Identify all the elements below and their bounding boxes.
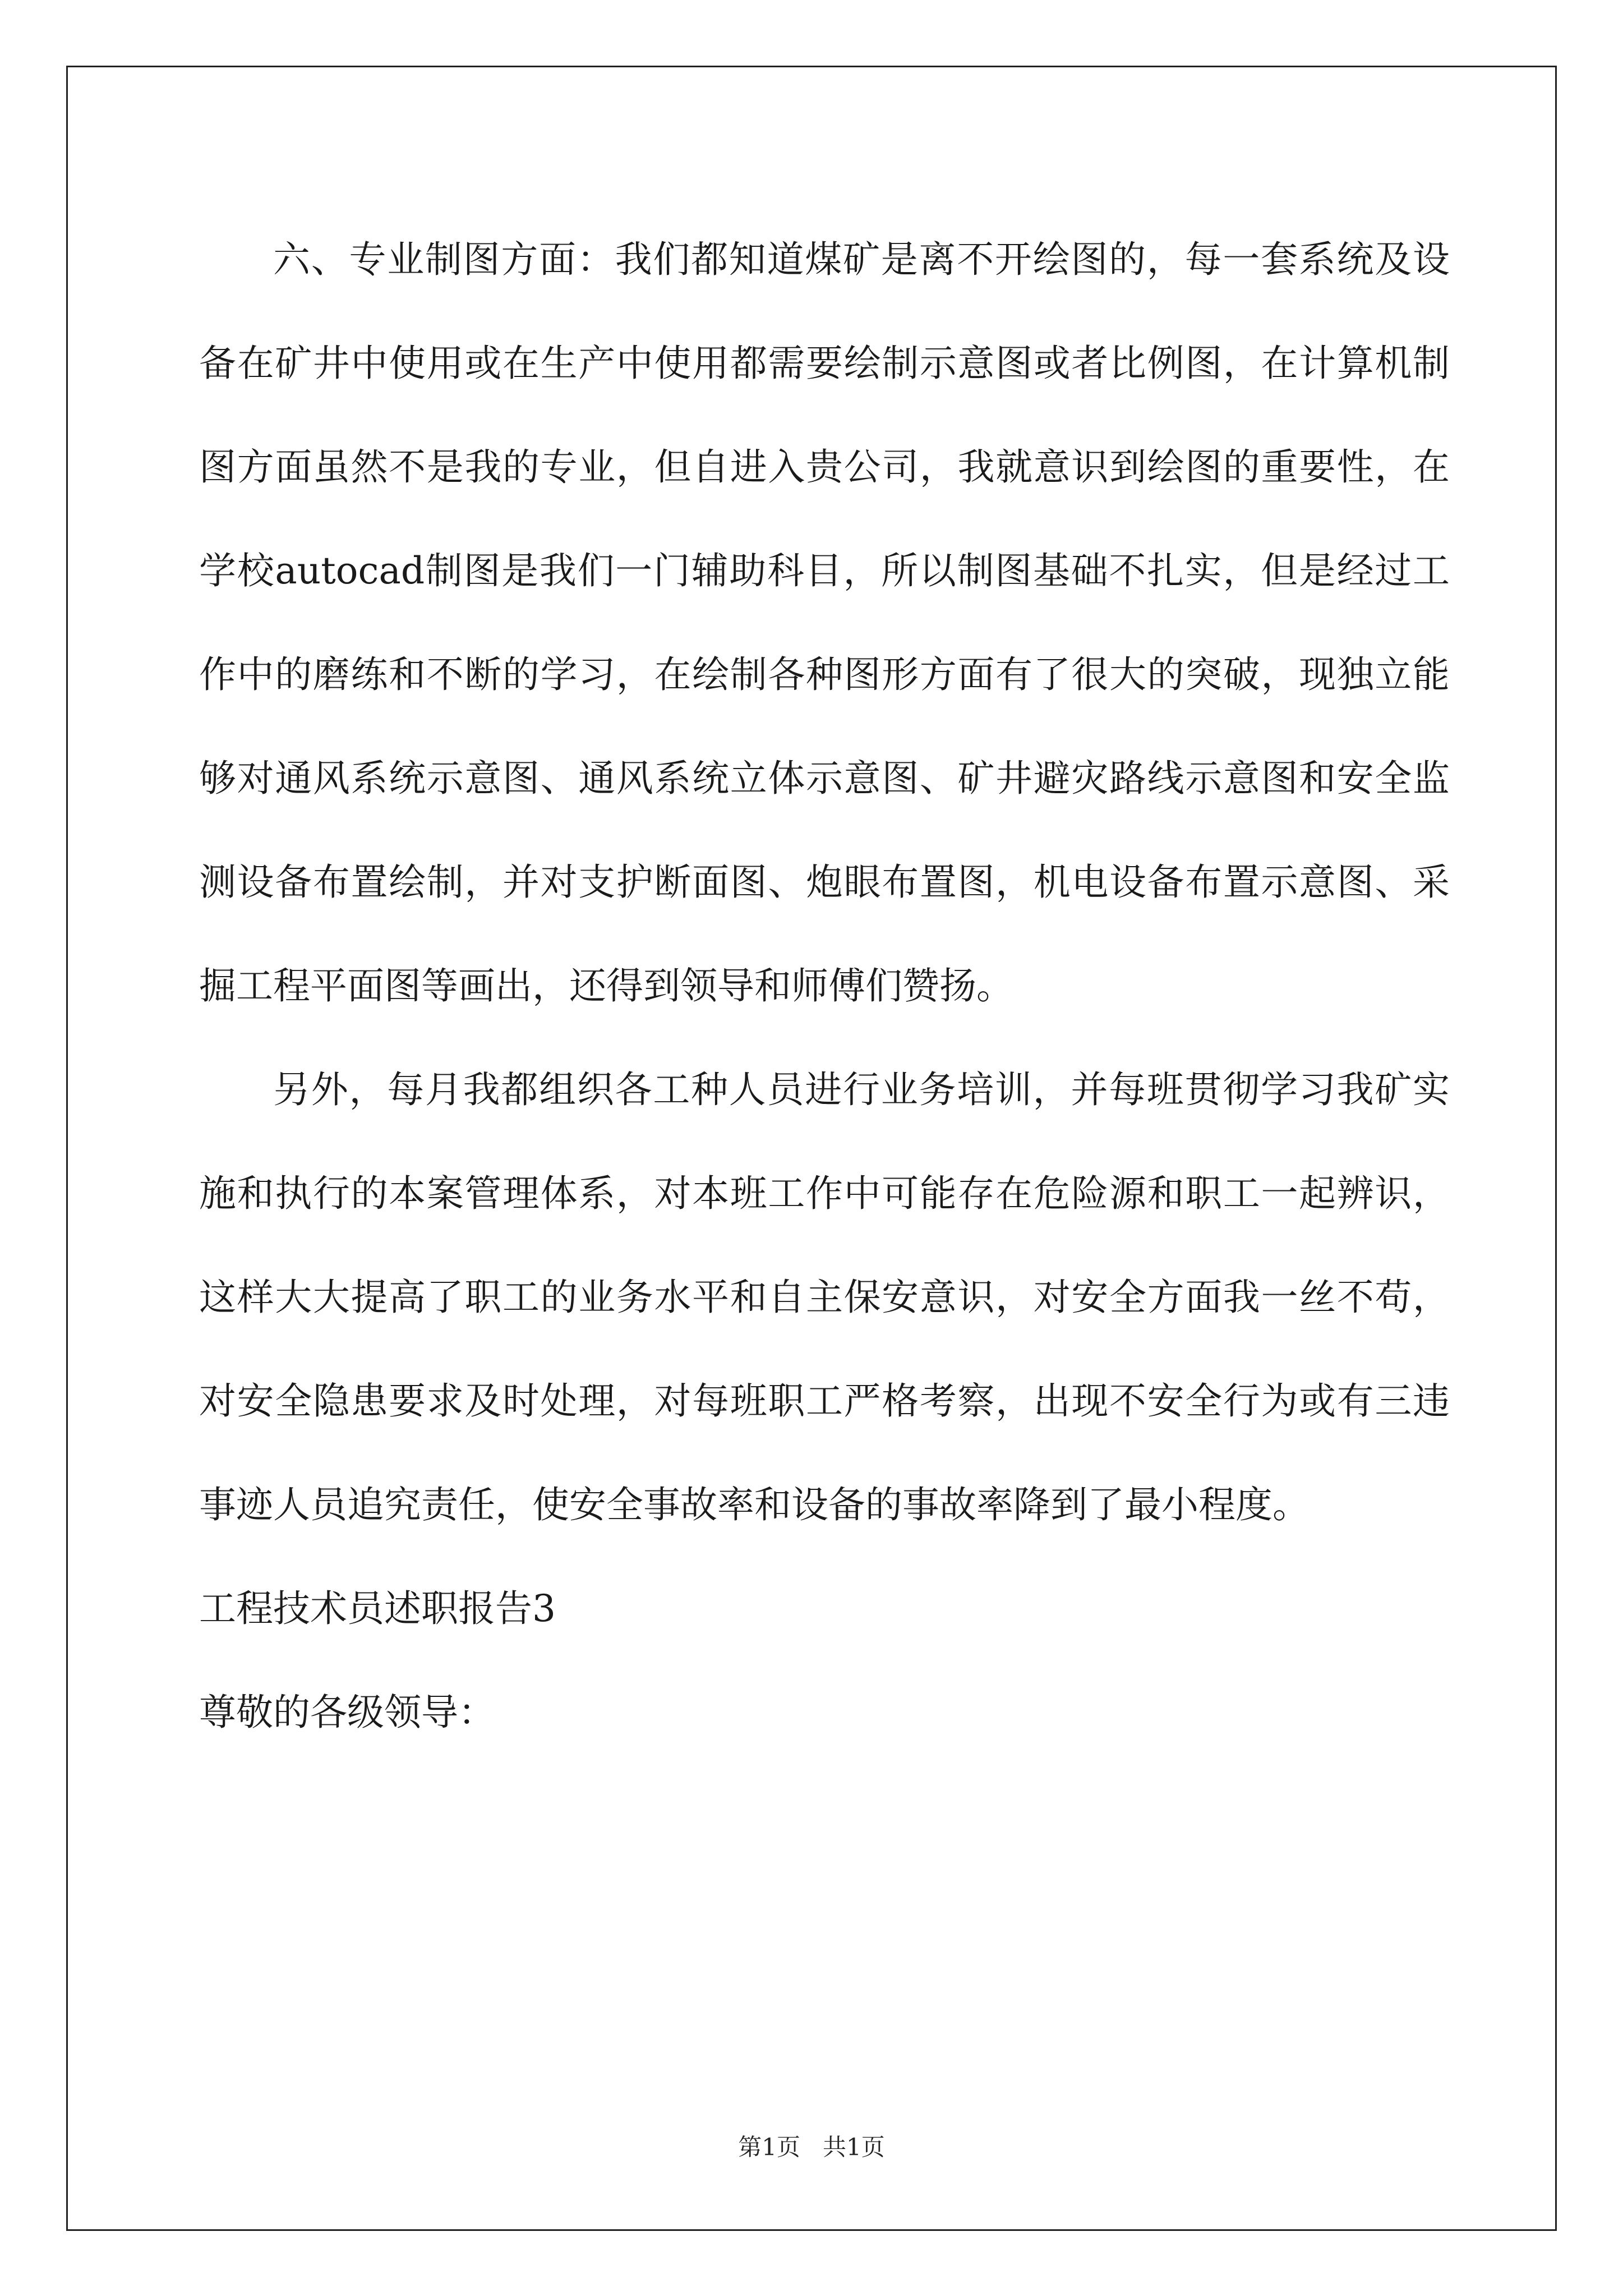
paragraph-training: 另外，每月我都组织各工种人员进行业务培训，并每班贯彻学习我矿实施和执行的本案管理体系，对本班工作中可能存在危险源和职工一起辨识，这样大大提高了职工的业务水平和自主保安意识，对安全方面我一丝不苟，对安全隐患要求及时处理，对每班职工严格考察，出现不安全行为或有三违事迹人员追究责任，使安全事故率和设备的事故率降到了最小程度。 [199,1068,1450,1526]
page-number: 第1页 [738,2133,800,2161]
paragraph-drawing: 六、专业制图方面：我们都知道煤矿是离不开绘图的，每一套系统及设备在矿井中使用或在生产中使用都需要绘制示意图或者比例图，在计算机制图方面虽然不是我的专业，但自进入贵公司，我就意识到绘图的重要性，在学校autocad制图是我们一门辅助科目，所以制图基础不扎实，但是经过工作中的磨练和不断的学习，在绘制各种图形方面有了很大的突破，现独立能够对通风系统示意图、通风系统立体示意图、矿井避灾路线示意图和安全监测设备布置绘制，并对支护断面图、炮眼布置图，机电设备布置示意图、采掘工程平面图等画出，还得到领导和师傅们赞扬。 [199,238,1450,1007]
salutation: 尊敬的各级领导： [199,1691,495,1734]
page-total: 共1页 [823,2133,885,2161]
page-footer [0,2129,1623,2162]
section-title: 工程技术员述职报告3 [199,1587,556,1630]
document-body [199,208,1450,1764]
